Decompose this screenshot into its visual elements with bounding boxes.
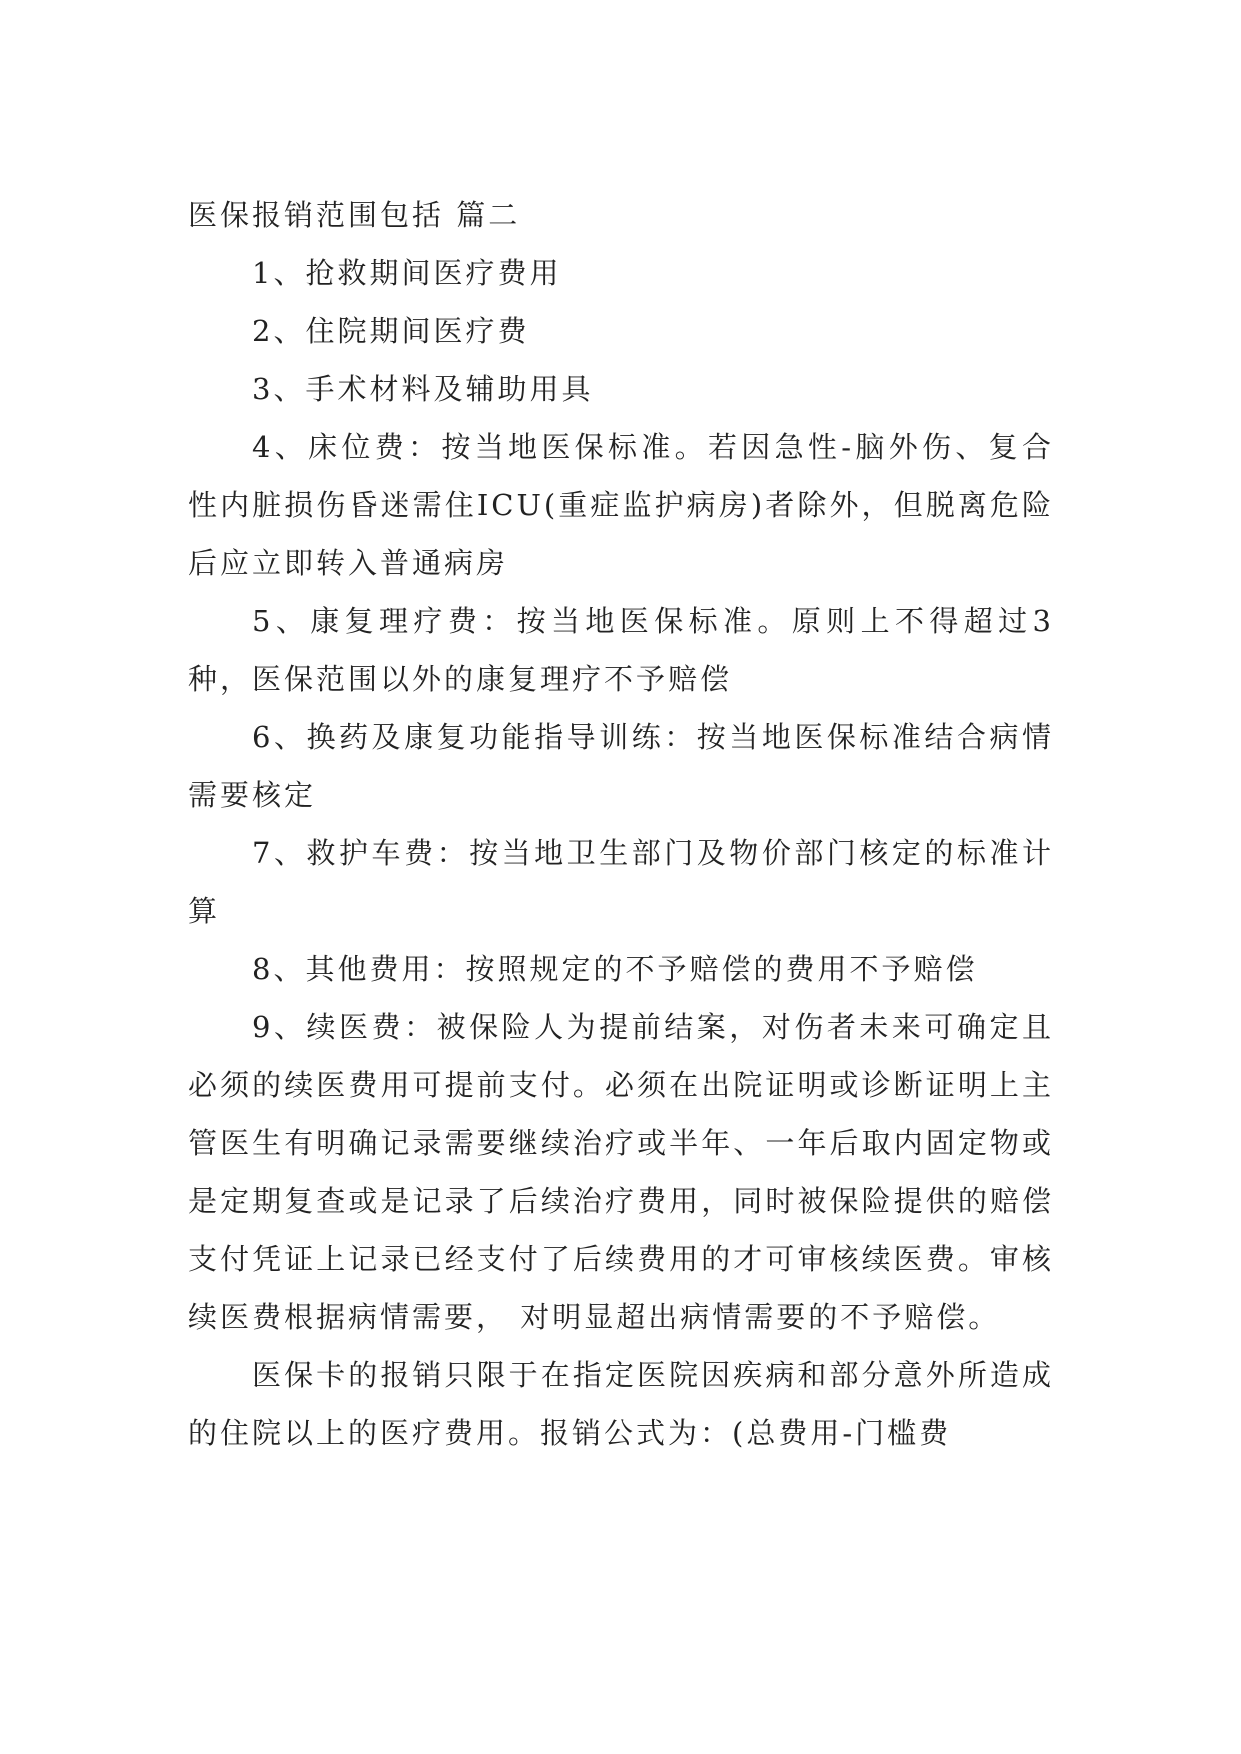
paragraph-3: 3、手术材料及辅助用具	[252, 372, 594, 406]
paragraph-6: 6、换药及康复功能指导训练：按当地医保标准结合病情需要核定	[188, 720, 1054, 812]
paragraph-10: 医保卡的报销只限于在指定医院因疾病和部分意外所造成的住院以上的医疗费用。报销公式为：(总费用-门槛费	[188, 1358, 1054, 1450]
paragraph-5: 5、康复理疗费：按当地医保标准。原则上不得超过3种，医保范围以外的康复理疗不予赔偿	[188, 604, 1054, 696]
paragraph-8: 8、其他费用：按照规定的不予赔偿的费用不予赔偿	[252, 952, 978, 986]
paragraph-2: 2、住院期间医疗费	[252, 314, 530, 348]
paragraph-1: 1、抢救期间医疗费用	[252, 256, 562, 290]
document-page	[188, 186, 1054, 1462]
paragraph-4: 4、床位费：按当地医保标准。若因急性-脑外伤、复合性内脏损伤昏迷需住ICU(重症监护病房)者除外，但脱离危险后应立即转入普通病房	[188, 430, 1054, 580]
paragraph-7: 7、救护车费：按当地卫生部门及物价部门核定的标准计算	[188, 836, 1054, 928]
document-heading: 医保报销范围包括 篇二	[188, 198, 521, 232]
paragraph-9: 9、续医费：被保险人为提前结案，对伤者未来可确定且必须的续医费用可提前支付。必须在出院证明或诊断证明上主管医生有明确记录需要继续治疗或半年、一年后取内固定物或是定期复查或是记录了后续治疗费用，同时被保险提供的赔偿支付凭证上记录已经支付了后续费用的才可审核续医费。审核续医费根据病情需要， 对明显超出病情需要的不予赔偿。	[188, 1010, 1054, 1334]
